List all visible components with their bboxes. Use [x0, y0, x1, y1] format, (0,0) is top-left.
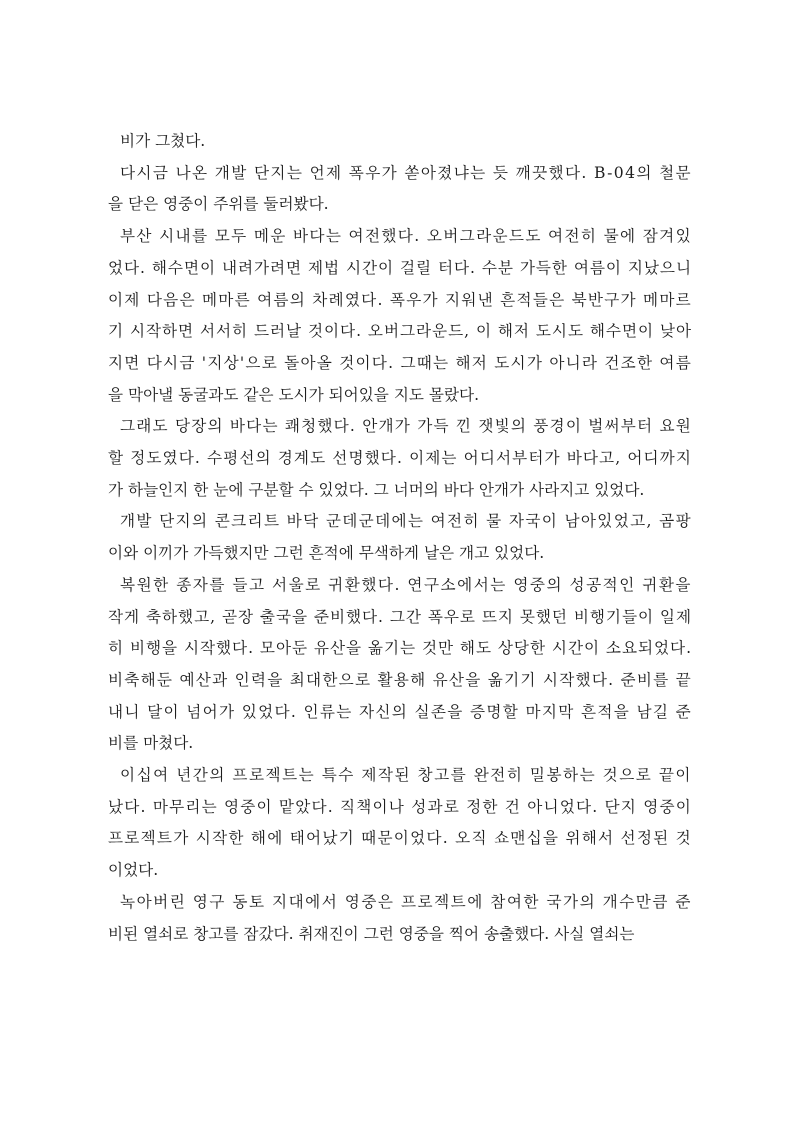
text-line: 었다. 해수면이 내려가려면 제법 시간이 걸릴 터다. 수분 가득한 여름이 지났으니: [108, 258, 692, 277]
paragraph-5: [108, 506, 692, 569]
text-line: 복원한 종자를 들고 서울로 귀환했다. 연구소에서는 영중의 성공적인 귀환을: [120, 575, 692, 594]
text-line: 다시금 나온 개발 단지는 언제 폭우가 쏟아졌냐는 듯 깨끗했다. B-04의 철문: [120, 163, 692, 182]
document-body: [108, 126, 692, 950]
text-line: 프로젝트가 시작한 해에 태어났기 때문이었다. 오직 쇼맨십을 위해서 선정된 것: [108, 829, 692, 848]
text-line: 났다. 마무리는 영중이 맡았다. 직책이나 성과로 정한 건 아니었다. 단지 영중이: [108, 797, 692, 816]
text-line: 지면 다시금 '지상'으로 돌아올 것이다. 그때는 해저 도시가 아니라 건조한 여름: [108, 353, 692, 372]
paragraph-2: [108, 158, 692, 221]
text-line: 그래도 당장의 바다는 쾌청했다. 안개가 가득 낀 잿빛의 풍경이 벌써부터 요원: [120, 417, 692, 436]
text-line: 비를 마쳤다.: [108, 734, 194, 753]
paragraph-6: [108, 570, 692, 760]
text-line: 부산 시내를 모두 메운 바다는 여전했다. 오버그라운드도 여전히 물에 잠겨있: [120, 227, 692, 246]
text-line: 을 막아낼 동굴과도 같은 도시가 되어있을 지도 몰랐다.: [108, 385, 480, 404]
paragraph-7: [108, 760, 692, 887]
text-line: 가 하늘인지 한 눈에 구분할 수 있었다. 그 너머의 바다 안개가 사라지고 있었다.: [108, 480, 645, 499]
text-line: 내니 달이 넘어가 있었다. 인류는 자신의 실존을 증명할 마지막 흔적을 남길 준: [108, 702, 692, 721]
text-line: 이십여 년간의 프로젝트는 특수 제작된 창고를 완전히 밀봉하는 것으로 끝이: [120, 766, 692, 785]
text-line: 개발 단지의 콘크리트 바닥 군데군데에는 여전히 물 자국이 남아있었고, 곰팡: [120, 512, 692, 531]
text-line: 작게 축하했고, 곧장 출국을 준비했다. 그간 폭우로 뜨지 못했던 비행기들이 일제: [108, 607, 692, 626]
text-line: 비가 그쳤다.: [120, 132, 206, 150]
text-line: 녹아버린 영구 동토 지대에서 영중은 프로젝트에 참여한 국가의 개수만큼 준: [120, 892, 692, 911]
paragraph-1: [108, 126, 692, 158]
text-line: 이었다.: [108, 861, 159, 880]
text-line: 기 시작하면 서서히 드러날 것이다. 오버그라운드, 이 해저 도시도 해수면이 낮아: [108, 322, 692, 341]
text-line: 할 정도였다. 수평선의 경계도 선명했다. 이제는 어디서부터가 바다고, 어디까지: [108, 449, 692, 468]
text-line: 이와 이끼가 가득했지만 그런 흔적에 무색하게 날은 개고 있었다.: [108, 544, 545, 563]
text-line: 비축해둔 예산과 인력을 최대한으로 활용해 유산을 옮기기 시작했다. 준비를 끝: [108, 670, 692, 689]
text-line: 비된 열쇠로 창고를 잠갔다. 취재진이 그런 영중을 찍어 송출했다. 사실 열쇠는: [108, 924, 635, 943]
text-line: 이제 다음은 메마른 여름의 차례였다. 폭우가 지워낸 흔적들은 북반구가 메마르: [108, 290, 692, 309]
paragraph-4: [108, 411, 692, 506]
paragraph-8: [108, 887, 692, 950]
paragraph-3: [108, 221, 692, 411]
text-line: 을 닫은 영중이 주위를 둘러봤다.: [108, 195, 329, 214]
text-line: 히 비행을 시작했다. 모아둔 유산을 옮기는 것만 해도 상당한 시간이 소요되었다.: [108, 639, 692, 658]
